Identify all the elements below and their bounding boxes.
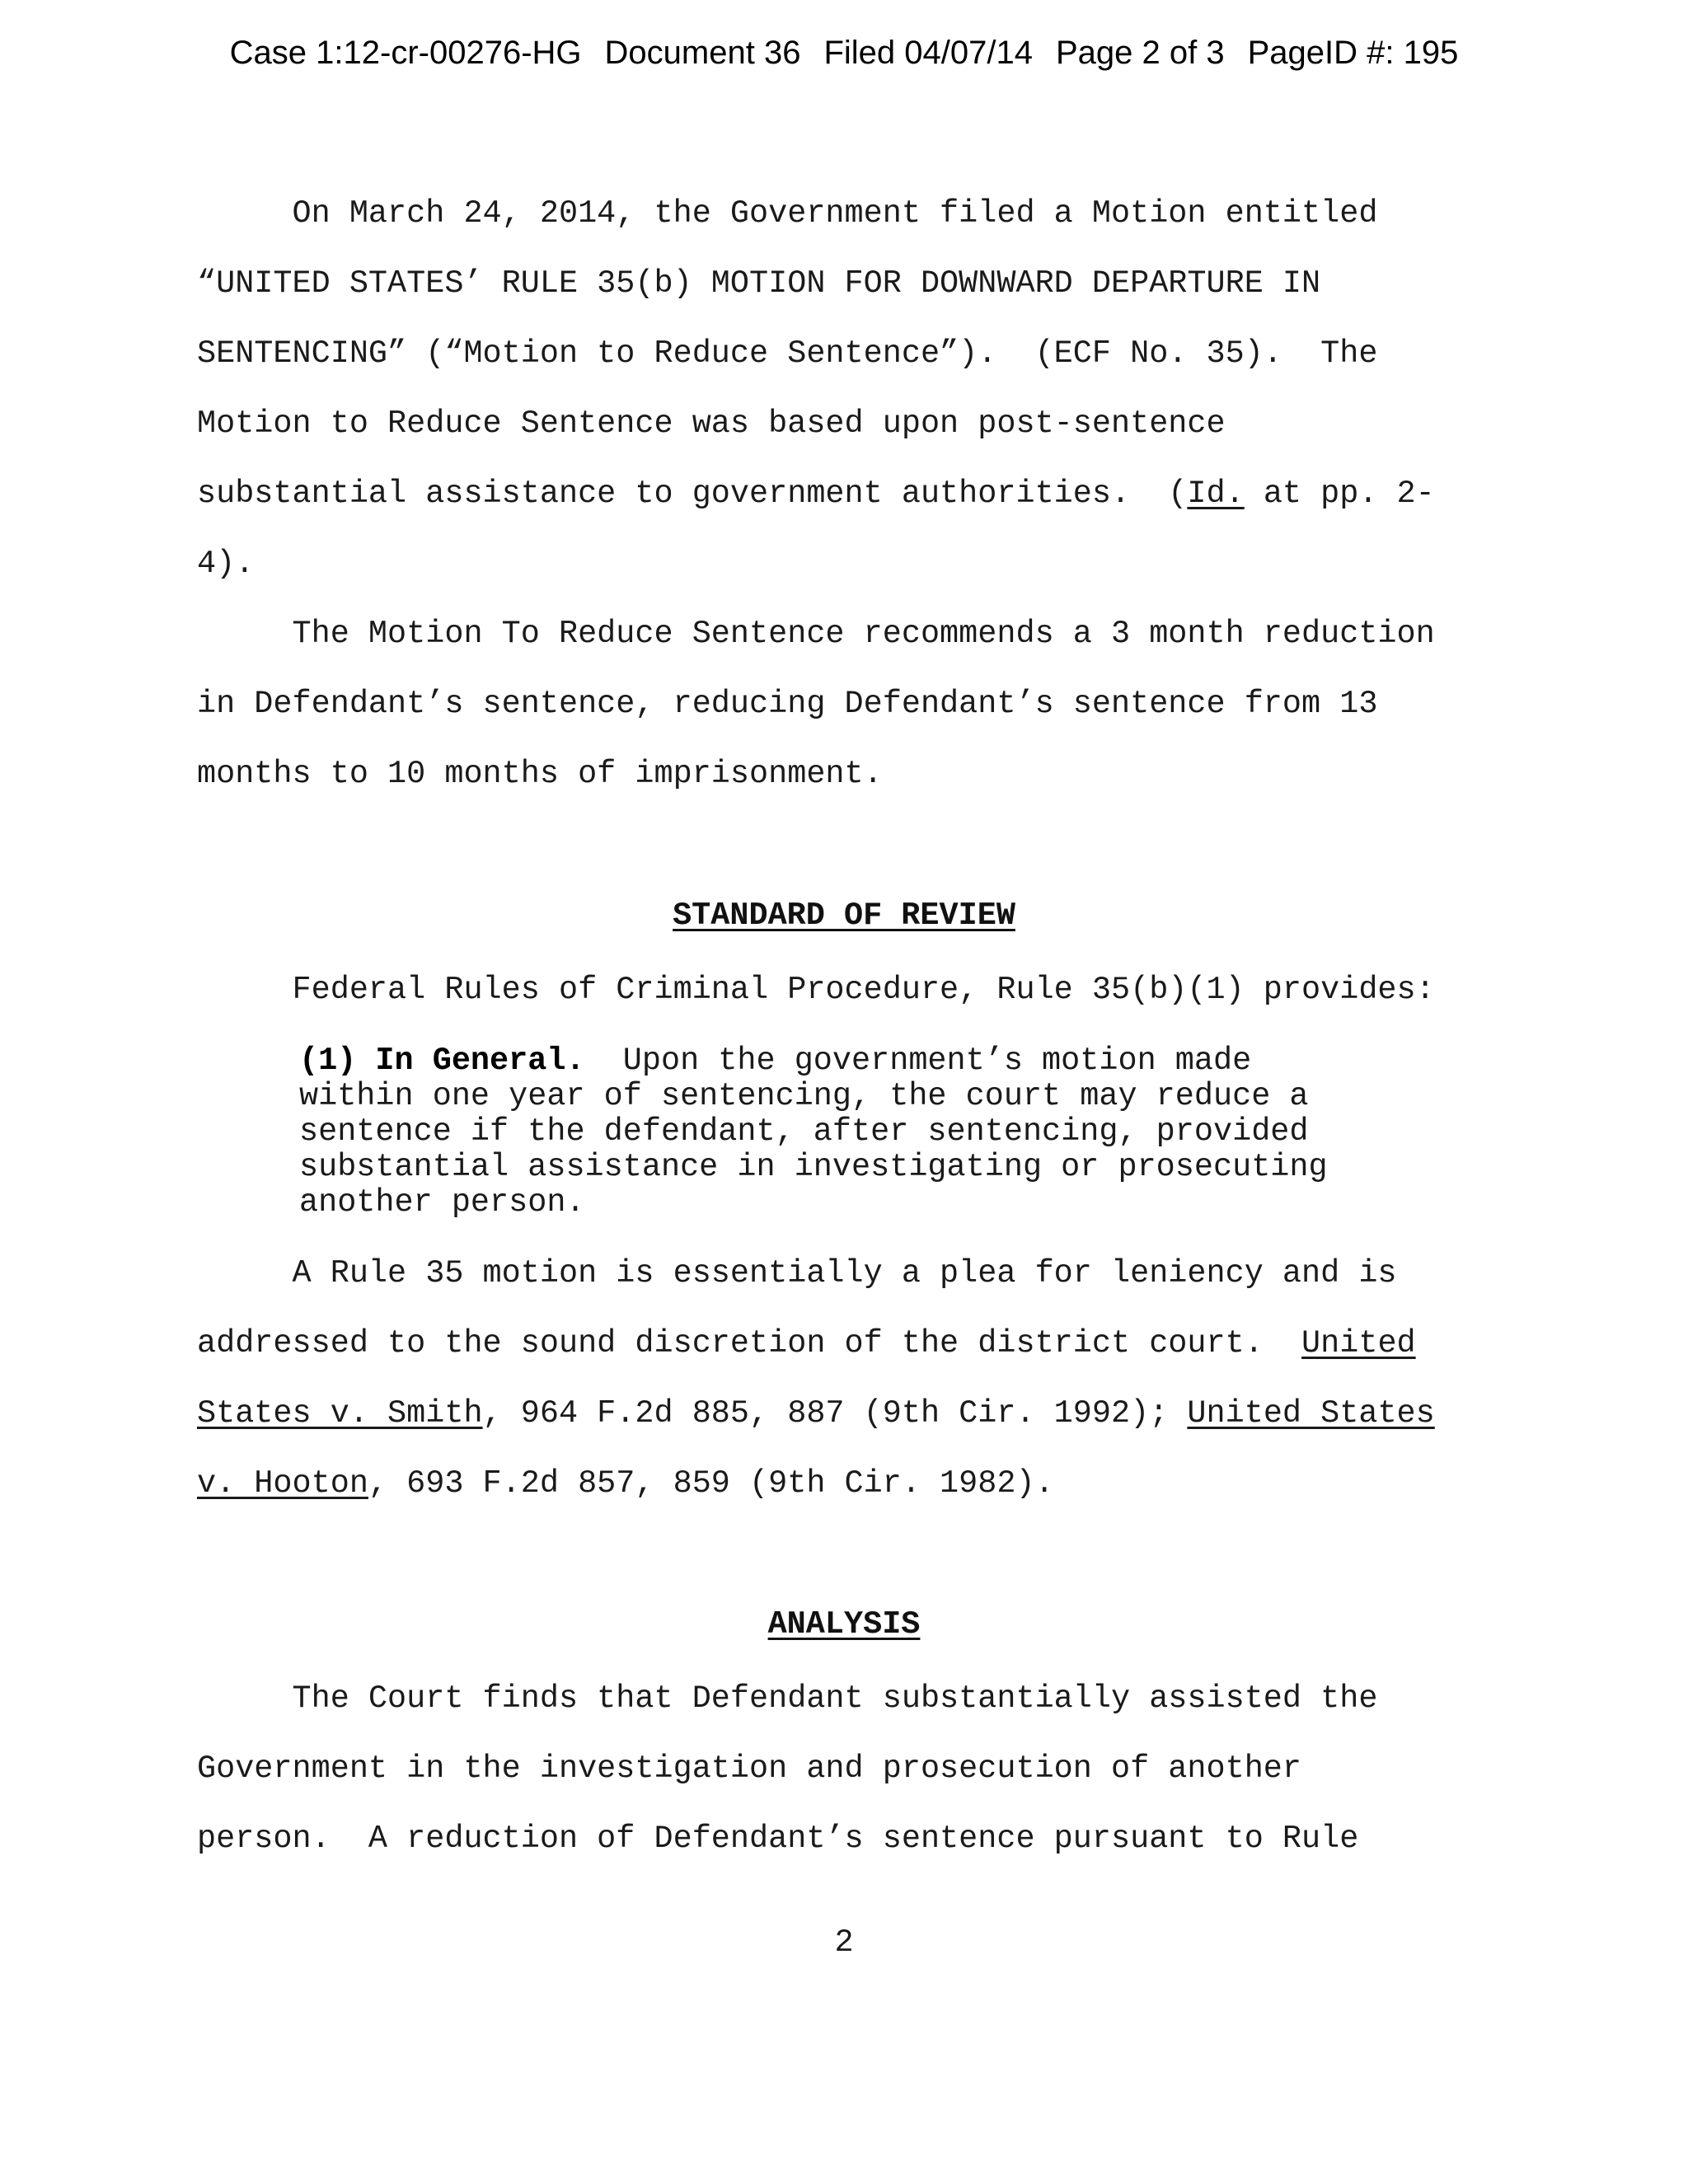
body-line — [197, 1465, 1054, 1502]
body-line: SENTENCING” (“Motion to Reduce Sentence”). (ECF No. 35). The — [197, 335, 1378, 372]
body-line: Federal Rules of Criminal Procedure, Rule 35(b)(1) provides: — [197, 972, 1435, 1008]
body-line — [197, 1325, 1416, 1361]
page-number: 2 — [834, 1924, 854, 1961]
body-text: addressed to the sound discretion of the district court. — [197, 1325, 1302, 1361]
body-line — [197, 1395, 1435, 1432]
body-text: at pp. 2- — [1244, 476, 1435, 512]
standard-of-review-heading: STANDARD OF REVIEW — [673, 898, 1015, 934]
body-text: , 964 F.2d 885, 887 (9th Cir. 1992); — [482, 1395, 1188, 1432]
body-line: “UNITED STATES’ RULE 35(b) MOTION FOR DOWNWARD DEPARTURE IN — [197, 265, 1321, 302]
body-line: months to 10 months of imprisonment. — [197, 756, 883, 792]
quote-line: substantial assistance in investigating or prosecuting — [299, 1149, 1328, 1185]
case-header — [0, 35, 1688, 72]
body-line: The Court finds that Defendant substantially assisted the — [197, 1680, 1378, 1717]
quote-line: sentence if the defendant, after sentencing, provided — [299, 1113, 1309, 1150]
body-line — [197, 478, 1435, 510]
page-count: Page 2 of 3 — [1055, 35, 1225, 71]
body-line: in Defendant’s sentence, reducing Defendant’s sentence from 13 — [197, 686, 1378, 722]
case-citation: v. Hooton — [197, 1465, 368, 1502]
body-line: Government in the investigation and prosecution of another — [197, 1750, 1302, 1787]
page-id: PageID #: 195 — [1247, 35, 1459, 71]
analysis-heading: ANALYSIS — [767, 1606, 921, 1643]
body-line: A Rule 35 motion is essentially a plea for leniency and is — [197, 1255, 1397, 1291]
quote-line: within one year of sentencing, the court may reduce a — [299, 1078, 1309, 1114]
quote-line — [299, 1045, 1251, 1077]
quote-text: Upon the government’s motion made — [584, 1043, 1252, 1079]
body-line: On March 24, 2014, the Government filed a Motion entitled — [197, 195, 1378, 232]
filed-date: Filed 04/07/14 — [823, 35, 1033, 71]
quote-bold-lead: (1) In General. — [299, 1043, 585, 1079]
body-line: The Motion To Reduce Sentence recommends a 3 month reduction — [197, 616, 1435, 652]
citation-id: Id. — [1187, 476, 1245, 512]
case-citation: United — [1301, 1325, 1416, 1361]
body-line: person. A reduction of Defendant’s sentence pursuant to Rule — [197, 1821, 1359, 1857]
body-line: Motion to Reduce Sentence was based upon post-sentence — [197, 405, 1226, 442]
body-text: , 693 F.2d 857, 859 (9th Cir. 1982). — [368, 1465, 1054, 1502]
case-number: Case 1:12-cr-00276-HG — [229, 35, 582, 71]
quote-line: another person. — [299, 1184, 585, 1221]
case-citation: United States — [1187, 1395, 1435, 1432]
body-line: 4). — [197, 546, 255, 582]
body-text: substantial assistance to government authorities. ( — [197, 476, 1188, 512]
case-citation: States v. Smith — [197, 1395, 483, 1432]
document-number: Document 36 — [604, 35, 801, 71]
